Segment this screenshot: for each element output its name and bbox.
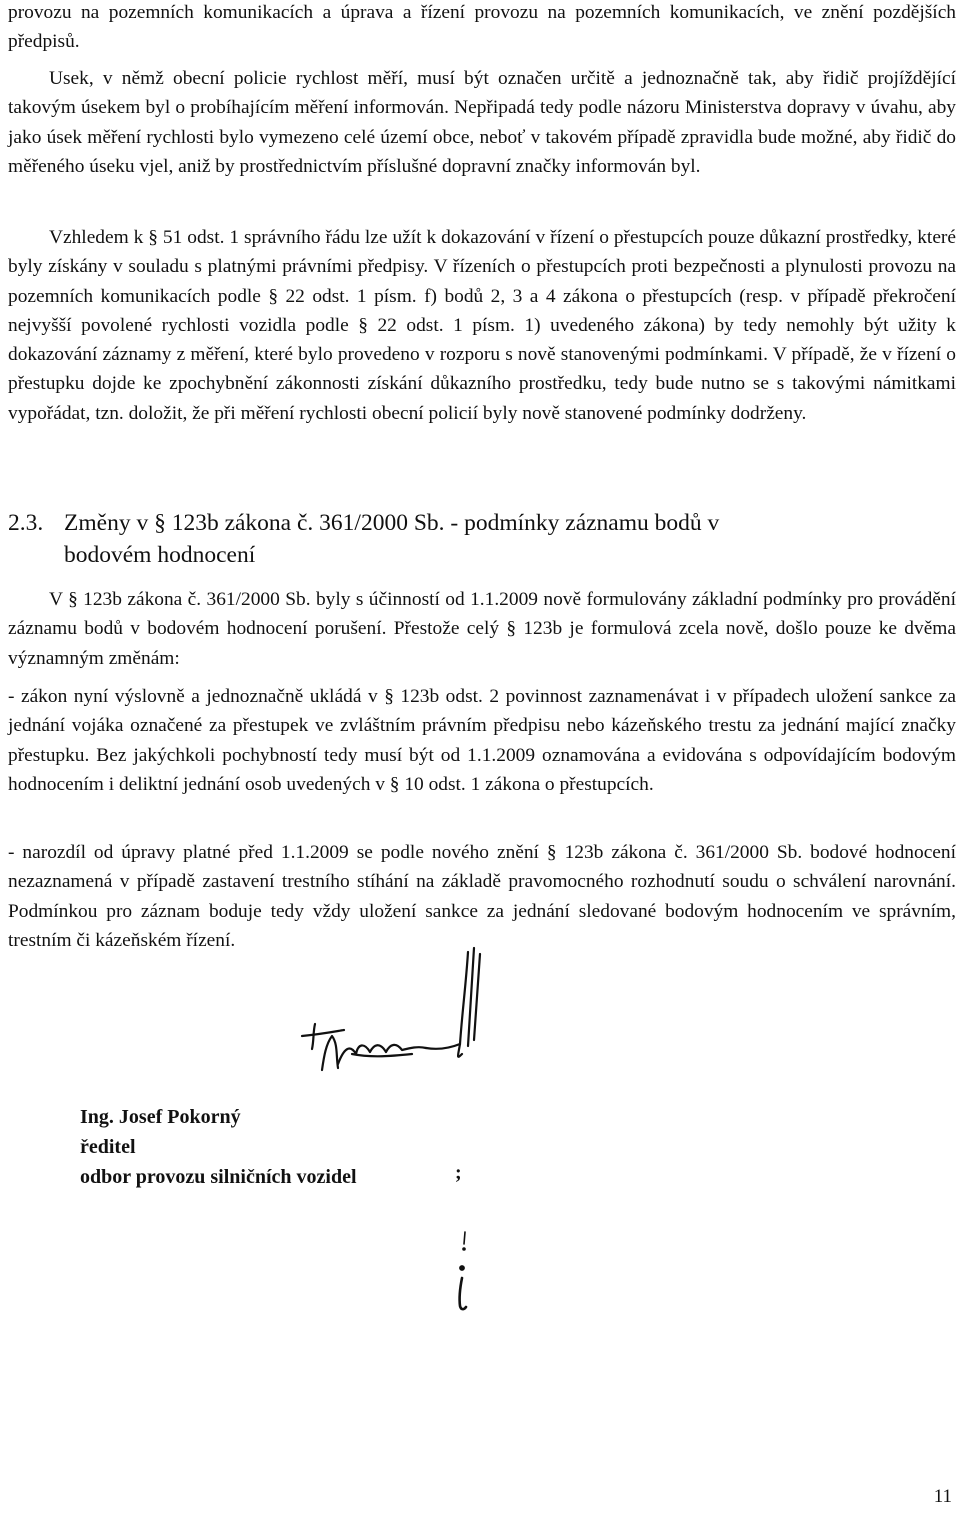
handwritten-signature xyxy=(292,944,522,1104)
paragraph-measurement-section: Usek, v němž obecní policie rychlost měří, musí být označen určitě a jednoznačně tak, aby řidič projíždějící takovým úsekem byl o probíhajícím měření informován. Nepřipadá tedy podle názoru Ministerstva dopravy v úvahu, aby jako úsek měření rychlosti bylo vymezeno celé území obce, neboť v takovém případě zpravidla bude možné, aby řidič do měřeného úseku vjel, aniž by prostřednictvím příslušné dopravní značky informován byl. xyxy=(8,68,956,177)
section-title-line1: Změny v § 123b zákona č. 361/2000 Sb. - podmínky záznamu bodů v xyxy=(64,510,720,536)
signature-block xyxy=(80,1102,357,1192)
section-heading xyxy=(8,507,956,571)
handwritten-marks xyxy=(448,1228,488,1318)
signatory-name: Ing. Josef Pokorný xyxy=(80,1106,241,1128)
trailing-mark: ; xyxy=(455,1162,462,1184)
paragraph-change-2: - narozdíl od úpravy platné před 1.1.2009 se podle nového znění § 123b zákona č. 361/2000 Sb. bodové hodnocení nezaznamená v případě zastavení trestního stíhání na základě pravomocného rozhodnutí soudu o schválení narovnání. Podmínkou pro záznam boduje tedy vždy uložení sankce za jednání sledované bodovým hodnocením ve správním, trestním či kázeňském řízení. xyxy=(8,842,956,951)
paragraph-123b-intro: V § 123b zákona č. 361/2000 Sb. byly s účinností od 1.1.2009 nově formulovány základní podmínky pro provádění záznamu bodů v bodovém hodnocení porušení. Přestože celý § 123b je formulová zcela nově, došlo pouze ke dvěma významným změnám: xyxy=(8,589,956,669)
section-number: 2.3. xyxy=(8,510,44,536)
signatory-title: ředitel xyxy=(80,1136,136,1158)
page-number: 11 xyxy=(933,1486,952,1507)
paragraph-evidence: Vzhledem k § 51 odst. 1 správního řádu lze užít k dokazování v řízení o přestupcích pouze důkazní prostředky, které byly získány v souladu s platnými právními předpisy. V řízeních o přestupcích proti bezpečnosti a plynulosti provozu na pozemních komunikacích podle § 22 odst. 1 písm. f) bodů 2, 3 a 4 zákona o přestupcích (resp. v případě překročení nejvyšší povolené rychlosti vozidla podle § 22 odst. 1 písm. 1) uvedeného zákona) by tedy nemohly být užity k dokazování záznamy z měření, které bylo provedeno v rozporu s nově stanovenými podmínkami. V případě, že v řízení o přestupku dojde ke zpochybnění zákonnosti získání důkazního prostředku, tedy bude nutno se s takovými námitkami vypořádat, tzn. doložit, že při měření rychlosti obecní policií byly nově stanovené podmínky dodrženy. xyxy=(8,227,956,424)
paragraph-intro: provozu na pozemních komunikacích a úprava a řízení provozu na pozemních komunikacích, ve znění pozdějších předpisů. xyxy=(8,2,956,53)
signatory-department: odbor provozu silničních vozidel xyxy=(80,1166,357,1188)
paragraph-change-1: - zákon nyní výslovně a jednoznačně ukládá v § 123b odst. 2 povinnost zaznamenávat i v případech uložení sankce za jednání vojáka označené za přestupek ve zvláštním právním předpisu nebo kázeňského trestu za jednání mající značky přestupku. Bez jakýchkoli pochybností tedy musí být od 1.1.2009 oznamována a evidována s odpovídajícím bodovým hodnocením i deliktní jednání osob uvedených v § 10 odst. 1 zákona o přestupcích. xyxy=(8,686,956,795)
section-title-line2: bodovém hodnocení xyxy=(64,542,256,568)
